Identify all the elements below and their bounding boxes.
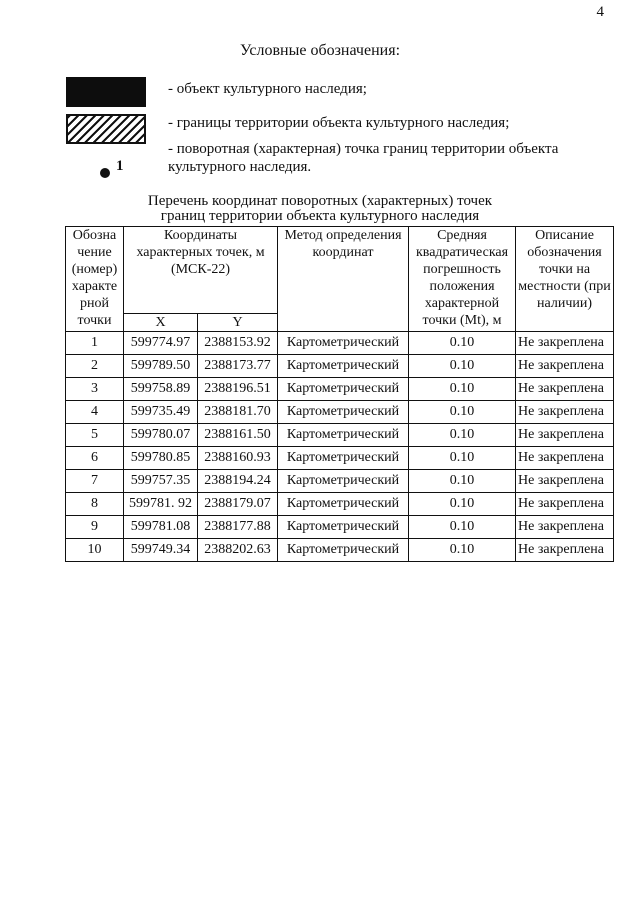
cell-number: 3 bbox=[66, 378, 124, 401]
header-x: X bbox=[124, 314, 198, 332]
cell-method: Картометрический bbox=[278, 332, 409, 355]
cell-number: 5 bbox=[66, 424, 124, 447]
header-coordinates: Координаты характерных точек, м (МСК-22) bbox=[124, 227, 278, 314]
cell-number: 8 bbox=[66, 493, 124, 516]
coordinates-table bbox=[65, 226, 614, 562]
legend-item-heritage-boundary: - границы территории объекта культурного наследия; bbox=[168, 115, 510, 131]
cell-error: 0.10 bbox=[409, 332, 516, 355]
header-error: Средняя квадратическая погрешность положения характерной точки (Mt), м bbox=[409, 227, 516, 332]
table-row bbox=[66, 378, 614, 401]
cell-error: 0.10 bbox=[409, 516, 516, 539]
cell-error: 0.10 bbox=[409, 447, 516, 470]
cell-method: Картометрический bbox=[278, 401, 409, 424]
cell-number: 7 bbox=[66, 470, 124, 493]
cell-number: 6 bbox=[66, 447, 124, 470]
table-row bbox=[66, 401, 614, 424]
cell-y: 2388153.92 bbox=[198, 332, 278, 355]
cell-y: 2388194.24 bbox=[198, 470, 278, 493]
table-row bbox=[66, 539, 614, 562]
cell-method: Картометрический bbox=[278, 539, 409, 562]
cell-description: Не закреплена bbox=[516, 516, 614, 539]
cell-method: Картометрический bbox=[278, 424, 409, 447]
cell-error: 0.10 bbox=[409, 493, 516, 516]
turning-point-dot-icon bbox=[100, 168, 110, 178]
table-row bbox=[66, 447, 614, 470]
cell-number: 4 bbox=[66, 401, 124, 424]
cell-x: 599735.49 bbox=[124, 401, 198, 424]
cell-number: 2 bbox=[66, 355, 124, 378]
cell-error: 0.10 bbox=[409, 424, 516, 447]
cell-method: Картометрический bbox=[278, 355, 409, 378]
cell-y: 2388173.77 bbox=[198, 355, 278, 378]
cell-x: 599780.85 bbox=[124, 447, 198, 470]
header-designation: Обозна чение (номер) характе рной точки bbox=[66, 227, 124, 332]
legend-title: Условные обозначения: bbox=[239, 42, 401, 59]
table-row bbox=[66, 470, 614, 493]
cell-x: 599749.34 bbox=[124, 539, 198, 562]
cell-x: 599789.50 bbox=[124, 355, 198, 378]
cell-method: Картометрический bbox=[278, 447, 409, 470]
legend-item-turning-point: - поворотная (характерная) точка границ территории объекта культурного наследия. bbox=[168, 141, 559, 175]
cell-x: 599774.97 bbox=[124, 332, 198, 355]
table-title-line-1: Перечень координат поворотных (характерных) точек bbox=[147, 193, 493, 209]
header-description: Описание обозначения точки на местности (при наличии) bbox=[516, 227, 614, 332]
table-row bbox=[66, 355, 614, 378]
table-row bbox=[66, 332, 614, 355]
cell-error: 0.10 bbox=[409, 401, 516, 424]
cell-y: 2388161.50 bbox=[198, 424, 278, 447]
heritage-boundary-swatch bbox=[66, 114, 146, 144]
cell-y: 2388160.93 bbox=[198, 447, 278, 470]
table-title-line-2: границ территории объекта культурного наследия bbox=[160, 208, 480, 224]
legend-item-heritage-object: - объект культурного наследия; bbox=[168, 81, 367, 97]
table-row bbox=[66, 516, 614, 539]
cell-x: 599758.89 bbox=[124, 378, 198, 401]
cell-y: 2388196.51 bbox=[198, 378, 278, 401]
cell-description: Не закреплена bbox=[516, 355, 614, 378]
cell-description: Не закреплена bbox=[516, 447, 614, 470]
cell-description: Не закреплена bbox=[516, 332, 614, 355]
cell-number: 1 bbox=[66, 332, 124, 355]
turning-point-number: 1 bbox=[116, 158, 124, 174]
table-row bbox=[66, 424, 614, 447]
page-number: 4 bbox=[596, 4, 604, 20]
cell-x: 599781. 92 bbox=[124, 493, 198, 516]
cell-number: 9 bbox=[66, 516, 124, 539]
cell-method: Картометрический bbox=[278, 378, 409, 401]
cell-error: 0.10 bbox=[409, 539, 516, 562]
cell-method: Картометрический bbox=[278, 493, 409, 516]
cell-description: Не закреплена bbox=[516, 493, 614, 516]
cell-y: 2388179.07 bbox=[198, 493, 278, 516]
cell-y: 2388177.88 bbox=[198, 516, 278, 539]
header-y: Y bbox=[198, 314, 278, 332]
cell-description: Не закреплена bbox=[516, 539, 614, 562]
header-method: Метод определения координат bbox=[278, 227, 409, 332]
table-row bbox=[66, 493, 614, 516]
cell-method: Картометрический bbox=[278, 516, 409, 539]
cell-y: 2388181.70 bbox=[198, 401, 278, 424]
cell-error: 0.10 bbox=[409, 378, 516, 401]
cell-x: 599781.08 bbox=[124, 516, 198, 539]
cell-error: 0.10 bbox=[409, 355, 516, 378]
cell-number: 10 bbox=[66, 539, 124, 562]
cell-method: Картометрический bbox=[278, 470, 409, 493]
table-title bbox=[0, 194, 640, 224]
cell-y: 2388202.63 bbox=[198, 539, 278, 562]
cell-description: Не закреплена bbox=[516, 470, 614, 493]
cell-description: Не закреплена bbox=[516, 401, 614, 424]
cell-description: Не закреплена bbox=[516, 424, 614, 447]
cell-error: 0.10 bbox=[409, 470, 516, 493]
cell-description: Не закреплена bbox=[516, 378, 614, 401]
cell-x: 599757.35 bbox=[124, 470, 198, 493]
cell-x: 599780.07 bbox=[124, 424, 198, 447]
heritage-object-swatch bbox=[66, 77, 146, 107]
